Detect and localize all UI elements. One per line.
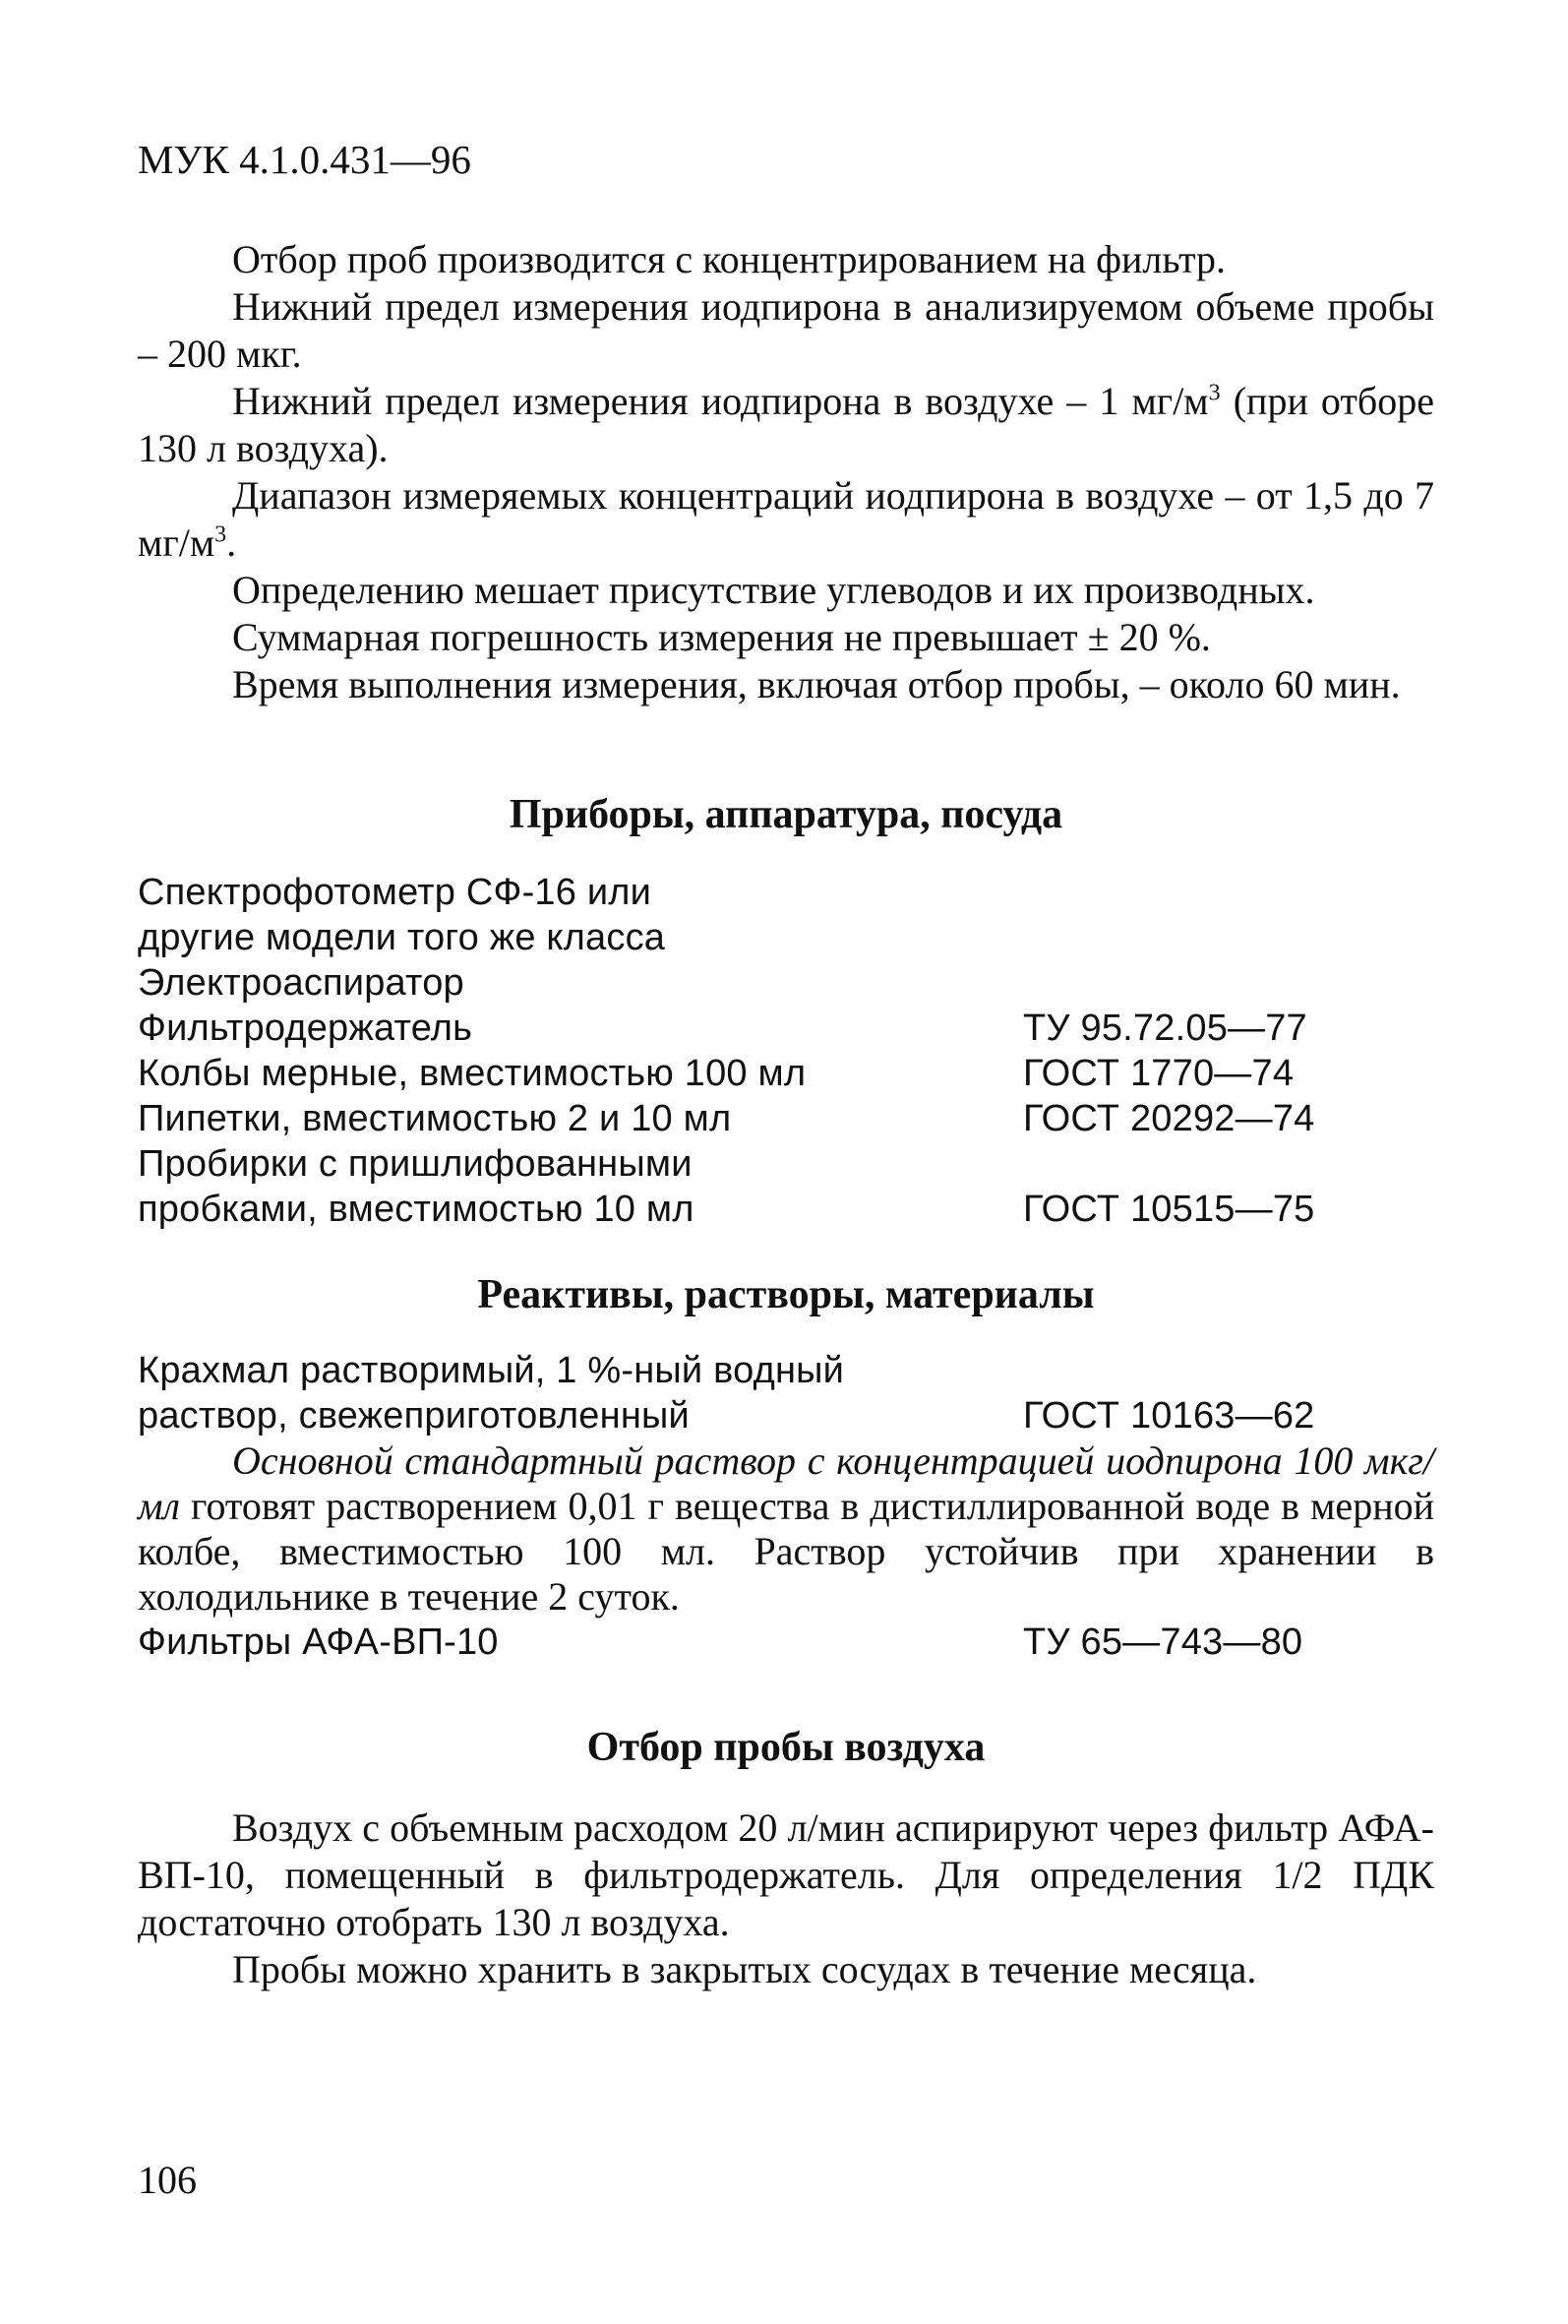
equipment-item: другие модели того же класса	[138, 917, 666, 958]
paragraph-error: Суммарная погрешность измерения не превышает ± 20 %.	[232, 615, 1211, 659]
sampling-heading: Отбор пробы воздуха	[586, 1725, 986, 1770]
document-page	[138, 0, 1434, 2324]
intro-section	[138, 236, 1434, 708]
paragraph-duration: Время выполнения измерения, включая отбор пробы, – около 60 мин.	[232, 662, 1401, 706]
reagents-heading: Реактивы, растворы, материалы	[477, 1272, 1095, 1317]
reagent-row	[138, 1620, 1434, 1665]
paragraph-range	[138, 472, 1434, 567]
paragraph-sampling-method: Отбор проб производится с концентрированием на фильтр.	[232, 237, 1227, 281]
standard-solution-text: готовят растворением 0,01 г вещества в дистиллированной воде в мерной колбе, вместимостью 100 мл. Раствор устойчив при хранении в холодильнике в течение 2 суток.	[138, 1484, 1434, 1619]
equipment-row	[138, 1096, 1434, 1141]
equipment-item: Фильтродержатель	[138, 1008, 473, 1049]
standard-solution-note	[138, 1438, 1434, 1620]
paragraph-sample-storage: Пробы можно хранить в закрытых сосудах в течение месяца.	[232, 1947, 1257, 1991]
sampling-section	[138, 1804, 1434, 1993]
reagent-standard: ГОСТ 10163—62	[1023, 1395, 1315, 1437]
paragraph-lower-limit-air	[138, 378, 1434, 472]
equipment-row	[138, 1187, 1434, 1232]
reagent-item: Фильтры АФА-ВП-10	[138, 1621, 499, 1663]
document-code: МУК 4.1.0.431—96	[138, 137, 471, 182]
equipment-list	[138, 870, 1434, 1232]
equipment-item: пробками, вместимостью 10 мл	[138, 1189, 694, 1230]
range-text: Диапазон измеряемых концентраций иодпирона в воздухе – от 1,5 до 7 мг/м	[138, 473, 1434, 565]
reagent-row	[138, 1348, 1434, 1393]
equipment-item: Электроаспиратор	[138, 962, 464, 1004]
equipment-row	[138, 960, 1434, 1006]
equipment-item: Колбы мерные, вместимостью 100 мл	[138, 1053, 807, 1094]
paragraph-interference: Определению мешает присутствие углеводов и их производных.	[232, 568, 1315, 612]
equipment-standard: ТУ 95.72.05—77	[1023, 1008, 1307, 1049]
equipment-row	[138, 915, 1434, 960]
range-superscript: 3	[214, 521, 227, 548]
equipment-row	[138, 1141, 1434, 1187]
equipment-heading: Приборы, аппаратура, посуда	[509, 792, 1063, 837]
equipment-standard: ГОСТ 20292—74	[1023, 1098, 1315, 1139]
equipment-item: Спектрофотометр СФ-16 или	[138, 872, 652, 913]
reagent-item: Крахмал растворимый, 1 %-ный водный	[138, 1350, 845, 1391]
standard-solution-italic: Основной стандартный раствор с концентрацией иодпирона 100 мкг/мл	[138, 1438, 1434, 1528]
equipment-item: Пробирки с пришлифованными	[138, 1143, 693, 1185]
equipment-standard: ГОСТ 10515—75	[1023, 1189, 1315, 1230]
equipment-item: Пипетки, вместимостью 2 и 10 мл	[138, 1098, 732, 1139]
equipment-row	[138, 1006, 1434, 1051]
reagents-list	[138, 1348, 1434, 1665]
equipment-row	[138, 1051, 1434, 1096]
paragraph-sampling-procedure: Воздух с объемным расходом 20 л/мин аспирируют через фильтр АФА-ВП-10, помещенный в фильтродержатель. Для определения 1/2 ПДК достаточно отобрать 130 л воздуха.	[138, 1805, 1434, 1944]
range-rest: .	[226, 520, 237, 565]
lower-limit-air-superscript: 3	[1208, 380, 1221, 406]
lower-limit-air-text: Нижний предел измерения иодпирона в воздухе – 1 мг/м	[232, 379, 1209, 423]
equipment-standard: ГОСТ 1770—74	[1023, 1053, 1295, 1094]
page-number: 106	[138, 2158, 197, 2202]
equipment-row	[138, 870, 1434, 915]
reagent-item: раствор, свежеприготовленный	[138, 1395, 690, 1437]
reagent-row	[138, 1393, 1434, 1438]
reagent-standard: ТУ 65—743—80	[1023, 1621, 1303, 1663]
paragraph-lower-limit-sample: Нижний предел измерения иодпирона в анализируемом объеме пробы – 200 мкг.	[138, 284, 1434, 376]
lower-limit-air-rest: (при отборе 130 л воздуха).	[138, 379, 1434, 470]
